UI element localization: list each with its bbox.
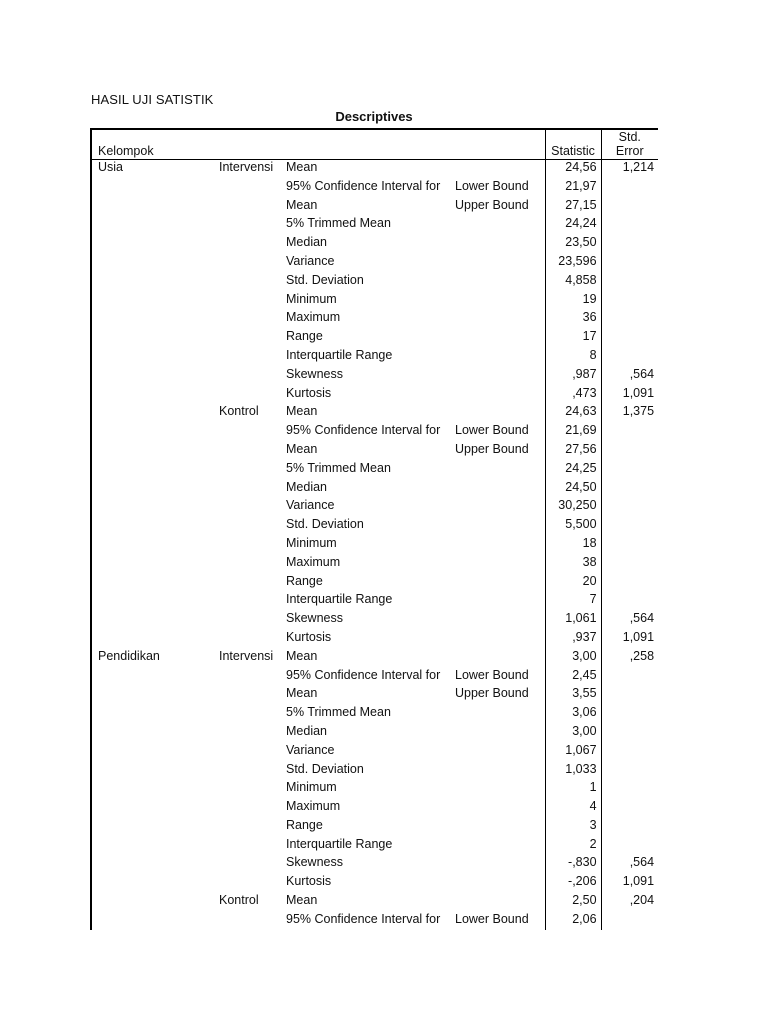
cell-statistic: 30,250 bbox=[545, 498, 601, 517]
cell-measure: Mean bbox=[286, 160, 318, 174]
table-row bbox=[91, 780, 658, 799]
cell-bound bbox=[451, 273, 545, 292]
table-row bbox=[91, 649, 658, 668]
cell-std-error bbox=[601, 442, 658, 461]
cell-bound bbox=[451, 611, 545, 630]
cell-measure: Kurtosis bbox=[286, 385, 332, 400]
table-row bbox=[91, 686, 658, 705]
cell-bound bbox=[451, 799, 545, 818]
table-row bbox=[91, 762, 658, 781]
table-row bbox=[91, 179, 658, 198]
cell-statistic: 27,56 bbox=[545, 442, 601, 461]
cell-std-error bbox=[601, 480, 658, 499]
cell-bound: Lower Bound bbox=[455, 667, 529, 682]
cell-group bbox=[215, 555, 283, 574]
cell-statistic: 27,15 bbox=[545, 198, 601, 217]
cell-bound bbox=[451, 818, 545, 837]
cell-std-error bbox=[601, 179, 658, 198]
cell-std-error bbox=[601, 912, 658, 930]
cell-variable bbox=[91, 762, 215, 781]
cell-measure: Maximum bbox=[286, 310, 341, 325]
table-row bbox=[91, 198, 658, 217]
cell-statistic: 7 bbox=[545, 592, 601, 611]
cell-group bbox=[215, 235, 283, 254]
cell-group bbox=[215, 912, 283, 930]
cell-group bbox=[215, 818, 283, 837]
cell-bound bbox=[451, 780, 545, 799]
table-row bbox=[91, 235, 658, 254]
cell-bound bbox=[451, 874, 545, 893]
cell-std-error: ,564 bbox=[601, 367, 658, 386]
cell-bound bbox=[451, 893, 545, 912]
cell-bound bbox=[451, 536, 545, 555]
cell-measure: Skewness bbox=[286, 366, 343, 381]
cell-statistic: 19 bbox=[545, 292, 601, 311]
cell-group bbox=[215, 780, 283, 799]
cell-group bbox=[215, 442, 283, 461]
cell-measure: Variance bbox=[286, 253, 335, 268]
cell-group: Kontrol bbox=[219, 404, 259, 419]
cell-measure: 95% Confidence Interval for bbox=[286, 423, 441, 438]
cell-measure: 5% Trimmed Mean bbox=[286, 460, 391, 475]
cell-variable bbox=[91, 855, 215, 874]
table-row bbox=[91, 555, 658, 574]
cell-statistic: 1,033 bbox=[545, 762, 601, 781]
cell-bound bbox=[451, 649, 545, 668]
cell-std-error bbox=[601, 743, 658, 762]
table-row bbox=[91, 517, 658, 536]
cell-std-error bbox=[601, 724, 658, 743]
cell-variable bbox=[91, 630, 215, 649]
table-row bbox=[91, 574, 658, 593]
cell-group bbox=[215, 705, 283, 724]
cell-variable bbox=[91, 799, 215, 818]
cell-std-error bbox=[601, 574, 658, 593]
cell-std-error bbox=[601, 235, 658, 254]
cell-group: Intervensi bbox=[219, 160, 274, 174]
cell-variable bbox=[91, 198, 215, 217]
cell-group bbox=[215, 574, 283, 593]
cell-group bbox=[215, 517, 283, 536]
cell-bound bbox=[451, 404, 545, 423]
cell-measure: 95% Confidence Interval for bbox=[286, 667, 441, 682]
cell-measure: Std. Deviation bbox=[286, 761, 364, 776]
table-header-row bbox=[91, 129, 658, 160]
cell-bound bbox=[451, 254, 545, 273]
cell-statistic: 3,06 bbox=[545, 705, 601, 724]
cell-bound bbox=[451, 592, 545, 611]
cell-bound: Lower Bound bbox=[455, 423, 529, 438]
cell-variable bbox=[91, 367, 215, 386]
table-row bbox=[91, 273, 658, 292]
cell-bound bbox=[451, 855, 545, 874]
cell-bound bbox=[451, 630, 545, 649]
cell-variable bbox=[91, 386, 215, 405]
cell-group bbox=[215, 367, 283, 386]
cell-std-error bbox=[601, 198, 658, 217]
cell-group bbox=[215, 592, 283, 611]
cell-variable bbox=[91, 348, 215, 367]
cell-statistic: 2,06 bbox=[545, 912, 601, 930]
cell-variable bbox=[91, 536, 215, 555]
cell-std-error: ,204 bbox=[601, 893, 658, 912]
cell-variable: Usia bbox=[91, 160, 215, 179]
cell-group bbox=[215, 179, 283, 198]
cell-bound bbox=[451, 367, 545, 386]
cell-std-error bbox=[601, 517, 658, 536]
cell-statistic: 24,63 bbox=[545, 404, 601, 423]
cell-std-error bbox=[601, 423, 658, 442]
cell-std-error bbox=[601, 216, 658, 235]
header-std-error-line2: Error bbox=[615, 144, 644, 158]
cell-group bbox=[215, 837, 283, 856]
cell-group bbox=[215, 799, 283, 818]
table-row bbox=[91, 912, 658, 930]
cell-bound bbox=[451, 555, 545, 574]
cell-group bbox=[215, 480, 283, 499]
cell-std-error: ,564 bbox=[601, 855, 658, 874]
header-group: Kelompok bbox=[91, 129, 545, 160]
cell-statistic: 3,00 bbox=[545, 724, 601, 743]
cell-measure: Mean bbox=[286, 686, 318, 701]
table-row bbox=[91, 254, 658, 273]
table-row bbox=[91, 818, 658, 837]
cell-variable bbox=[91, 818, 215, 837]
cell-std-error bbox=[601, 799, 658, 818]
cell-variable bbox=[91, 254, 215, 273]
cell-statistic: 4,858 bbox=[545, 273, 601, 292]
cell-statistic: 17 bbox=[545, 329, 601, 348]
table-row bbox=[91, 743, 658, 762]
table-row bbox=[91, 724, 658, 743]
cell-variable bbox=[91, 179, 215, 198]
cell-variable bbox=[91, 273, 215, 292]
cell-variable bbox=[91, 912, 215, 930]
cell-std-error bbox=[601, 310, 658, 329]
cell-group bbox=[215, 762, 283, 781]
cell-measure: Variance bbox=[286, 742, 335, 757]
table-row bbox=[91, 329, 658, 348]
table-row bbox=[91, 461, 658, 480]
cell-measure: Median bbox=[286, 235, 327, 250]
cell-std-error bbox=[601, 461, 658, 480]
cell-statistic: 2 bbox=[545, 837, 601, 856]
descriptives-table bbox=[90, 128, 658, 930]
cell-group bbox=[215, 254, 283, 273]
cell-measure: Minimum bbox=[286, 535, 337, 550]
table-row bbox=[91, 874, 658, 893]
cell-measure: 5% Trimmed Mean bbox=[286, 216, 391, 231]
cell-std-error: 1,091 bbox=[601, 874, 658, 893]
cell-variable bbox=[91, 555, 215, 574]
table-row bbox=[91, 592, 658, 611]
cell-variable bbox=[91, 461, 215, 480]
table-row bbox=[91, 668, 658, 687]
cell-measure: Median bbox=[286, 479, 327, 494]
cell-variable: Pendidikan bbox=[91, 649, 215, 668]
cell-std-error bbox=[601, 273, 658, 292]
cell-group bbox=[215, 198, 283, 217]
cell-variable bbox=[91, 668, 215, 687]
cell-std-error: 1,091 bbox=[601, 630, 658, 649]
cell-group bbox=[215, 630, 283, 649]
cell-measure: Range bbox=[286, 329, 323, 344]
cell-statistic: 38 bbox=[545, 555, 601, 574]
cell-measure: Mean bbox=[286, 441, 318, 456]
table-row bbox=[91, 367, 658, 386]
cell-statistic: 3,00 bbox=[545, 649, 601, 668]
cell-variable bbox=[91, 893, 215, 912]
table-row bbox=[91, 160, 658, 179]
cell-measure: Maximum bbox=[286, 799, 341, 814]
cell-group bbox=[215, 874, 283, 893]
cell-variable bbox=[91, 611, 215, 630]
cell-measure: Interquartile Range bbox=[286, 592, 393, 607]
cell-group bbox=[215, 855, 283, 874]
cell-std-error bbox=[601, 705, 658, 724]
cell-variable bbox=[91, 235, 215, 254]
cell-bound bbox=[451, 235, 545, 254]
cell-variable bbox=[91, 310, 215, 329]
cell-std-error bbox=[601, 668, 658, 687]
cell-measure: Median bbox=[286, 723, 327, 738]
cell-group bbox=[215, 461, 283, 480]
cell-variable bbox=[91, 743, 215, 762]
cell-bound bbox=[451, 705, 545, 724]
cell-measure: Std. Deviation bbox=[286, 517, 364, 532]
cell-std-error bbox=[601, 686, 658, 705]
cell-measure: 95% Confidence Interval for bbox=[286, 911, 441, 926]
cell-std-error: ,258 bbox=[601, 649, 658, 668]
cell-variable bbox=[91, 724, 215, 743]
cell-std-error bbox=[601, 536, 658, 555]
cell-bound bbox=[451, 216, 545, 235]
table-caption: Descriptives bbox=[335, 109, 413, 124]
cell-group bbox=[215, 536, 283, 555]
cell-bound bbox=[451, 743, 545, 762]
cell-variable bbox=[91, 705, 215, 724]
cell-variable bbox=[91, 498, 215, 517]
cell-std-error bbox=[601, 592, 658, 611]
cell-measure: 95% Confidence Interval for bbox=[286, 178, 441, 193]
cell-measure: Mean bbox=[286, 648, 318, 663]
cell-statistic: 24,56 bbox=[545, 160, 601, 179]
cell-measure: Interquartile Range bbox=[286, 836, 393, 851]
cell-statistic: 3,55 bbox=[545, 686, 601, 705]
cell-bound bbox=[451, 310, 545, 329]
cell-variable bbox=[91, 592, 215, 611]
cell-variable bbox=[91, 292, 215, 311]
cell-variable bbox=[91, 837, 215, 856]
table-row bbox=[91, 480, 658, 499]
cell-group bbox=[215, 329, 283, 348]
cell-measure: 5% Trimmed Mean bbox=[286, 705, 391, 720]
cell-variable bbox=[91, 404, 215, 423]
cell-std-error bbox=[601, 762, 658, 781]
cell-group bbox=[215, 686, 283, 705]
header-statistic: Statistic bbox=[545, 129, 601, 160]
cell-group: Intervensi bbox=[219, 648, 274, 663]
cell-measure: Range bbox=[286, 573, 323, 588]
cell-statistic: -,206 bbox=[545, 874, 601, 893]
cell-std-error bbox=[601, 555, 658, 574]
cell-bound bbox=[451, 386, 545, 405]
table-row bbox=[91, 705, 658, 724]
cell-variable bbox=[91, 874, 215, 893]
table-body bbox=[91, 160, 658, 931]
cell-std-error bbox=[601, 780, 658, 799]
cell-std-error: 1,375 bbox=[601, 404, 658, 423]
cell-measure: Range bbox=[286, 817, 323, 832]
cell-bound bbox=[451, 498, 545, 517]
cell-statistic: 21,69 bbox=[545, 423, 601, 442]
cell-variable bbox=[91, 517, 215, 536]
cell-bound bbox=[451, 762, 545, 781]
cell-statistic: 36 bbox=[545, 310, 601, 329]
cell-std-error bbox=[601, 818, 658, 837]
cell-variable bbox=[91, 423, 215, 442]
cell-statistic: 24,24 bbox=[545, 216, 601, 235]
cell-bound bbox=[451, 517, 545, 536]
cell-measure: Minimum bbox=[286, 291, 337, 306]
descriptives-table-container bbox=[90, 128, 658, 930]
cell-statistic: 1 bbox=[545, 780, 601, 799]
cell-group bbox=[215, 668, 283, 687]
cell-statistic: 21,97 bbox=[545, 179, 601, 198]
cell-measure: Skewness bbox=[286, 855, 343, 870]
cell-bound bbox=[451, 348, 545, 367]
table-row bbox=[91, 536, 658, 555]
cell-group bbox=[215, 386, 283, 405]
cell-group bbox=[215, 348, 283, 367]
table-row bbox=[91, 855, 658, 874]
cell-measure: Mean bbox=[286, 404, 318, 419]
cell-bound: Upper Bound bbox=[455, 197, 529, 212]
cell-bound bbox=[451, 574, 545, 593]
cell-measure: Variance bbox=[286, 498, 335, 513]
cell-group bbox=[215, 611, 283, 630]
table-row bbox=[91, 837, 658, 856]
cell-statistic: -,830 bbox=[545, 855, 601, 874]
table-row bbox=[91, 216, 658, 235]
cell-statistic: 2,45 bbox=[545, 668, 601, 687]
cell-variable bbox=[91, 216, 215, 235]
cell-statistic: 23,50 bbox=[545, 235, 601, 254]
cell-statistic: 8 bbox=[545, 348, 601, 367]
cell-bound bbox=[451, 837, 545, 856]
cell-variable bbox=[91, 480, 215, 499]
cell-statistic: ,473 bbox=[545, 386, 601, 405]
table-row bbox=[91, 799, 658, 818]
header-std-error bbox=[601, 129, 658, 160]
cell-statistic: 5,500 bbox=[545, 517, 601, 536]
table-row bbox=[91, 348, 658, 367]
cell-std-error bbox=[601, 329, 658, 348]
table-row bbox=[91, 292, 658, 311]
cell-bound bbox=[451, 724, 545, 743]
cell-measure: Kurtosis bbox=[286, 629, 332, 644]
cell-bound bbox=[451, 461, 545, 480]
cell-group: Kontrol bbox=[219, 893, 259, 908]
cell-bound bbox=[451, 480, 545, 499]
table-row bbox=[91, 404, 658, 423]
cell-measure: Mean bbox=[286, 893, 318, 908]
cell-std-error bbox=[601, 837, 658, 856]
cell-std-error bbox=[601, 498, 658, 517]
cell-variable bbox=[91, 329, 215, 348]
table-row bbox=[91, 630, 658, 649]
cell-statistic: 1,067 bbox=[545, 743, 601, 762]
cell-variable bbox=[91, 442, 215, 461]
header-std-error-line1: Std. bbox=[618, 130, 641, 144]
cell-group bbox=[215, 423, 283, 442]
cell-group bbox=[215, 273, 283, 292]
cell-measure: Skewness bbox=[286, 611, 343, 626]
cell-statistic: 20 bbox=[545, 574, 601, 593]
cell-std-error: 1,091 bbox=[601, 386, 658, 405]
cell-group bbox=[215, 310, 283, 329]
cell-statistic: 2,50 bbox=[545, 893, 601, 912]
table-row bbox=[91, 386, 658, 405]
cell-statistic: ,987 bbox=[545, 367, 601, 386]
cell-measure: Interquartile Range bbox=[286, 347, 393, 362]
table-row bbox=[91, 310, 658, 329]
cell-group bbox=[215, 724, 283, 743]
cell-group bbox=[215, 498, 283, 517]
cell-group bbox=[215, 216, 283, 235]
cell-std-error: 1,214 bbox=[601, 160, 658, 179]
table-row bbox=[91, 611, 658, 630]
cell-statistic: 18 bbox=[545, 536, 601, 555]
cell-statistic: 24,50 bbox=[545, 480, 601, 499]
cell-bound: Upper Bound bbox=[455, 686, 529, 701]
cell-measure: Mean bbox=[286, 197, 318, 212]
cell-statistic: ,937 bbox=[545, 630, 601, 649]
cell-bound bbox=[451, 329, 545, 348]
cell-bound: Upper Bound bbox=[455, 441, 529, 456]
cell-statistic: 4 bbox=[545, 799, 601, 818]
cell-variable bbox=[91, 686, 215, 705]
cell-bound: Lower Bound bbox=[455, 911, 529, 926]
cell-std-error: ,564 bbox=[601, 611, 658, 630]
cell-statistic: 3 bbox=[545, 818, 601, 837]
cell-group bbox=[215, 292, 283, 311]
cell-bound: Lower Bound bbox=[455, 178, 529, 193]
cell-measure: Kurtosis bbox=[286, 874, 332, 889]
table-row bbox=[91, 442, 658, 461]
cell-measure: Minimum bbox=[286, 780, 337, 795]
cell-bound bbox=[451, 160, 545, 179]
cell-variable bbox=[91, 780, 215, 799]
cell-measure: Maximum bbox=[286, 554, 341, 569]
cell-std-error bbox=[601, 254, 658, 273]
cell-statistic: 23,596 bbox=[545, 254, 601, 273]
cell-statistic: 24,25 bbox=[545, 461, 601, 480]
cell-std-error bbox=[601, 348, 658, 367]
table-row bbox=[91, 423, 658, 442]
cell-variable bbox=[91, 574, 215, 593]
table-row bbox=[91, 498, 658, 517]
cell-bound bbox=[451, 292, 545, 311]
cell-statistic: 1,061 bbox=[545, 611, 601, 630]
cell-group bbox=[215, 743, 283, 762]
page-heading: HASIL UJI SATISTIK bbox=[91, 92, 214, 107]
cell-measure: Std. Deviation bbox=[286, 272, 364, 287]
cell-std-error bbox=[601, 292, 658, 311]
table-row bbox=[91, 893, 658, 912]
